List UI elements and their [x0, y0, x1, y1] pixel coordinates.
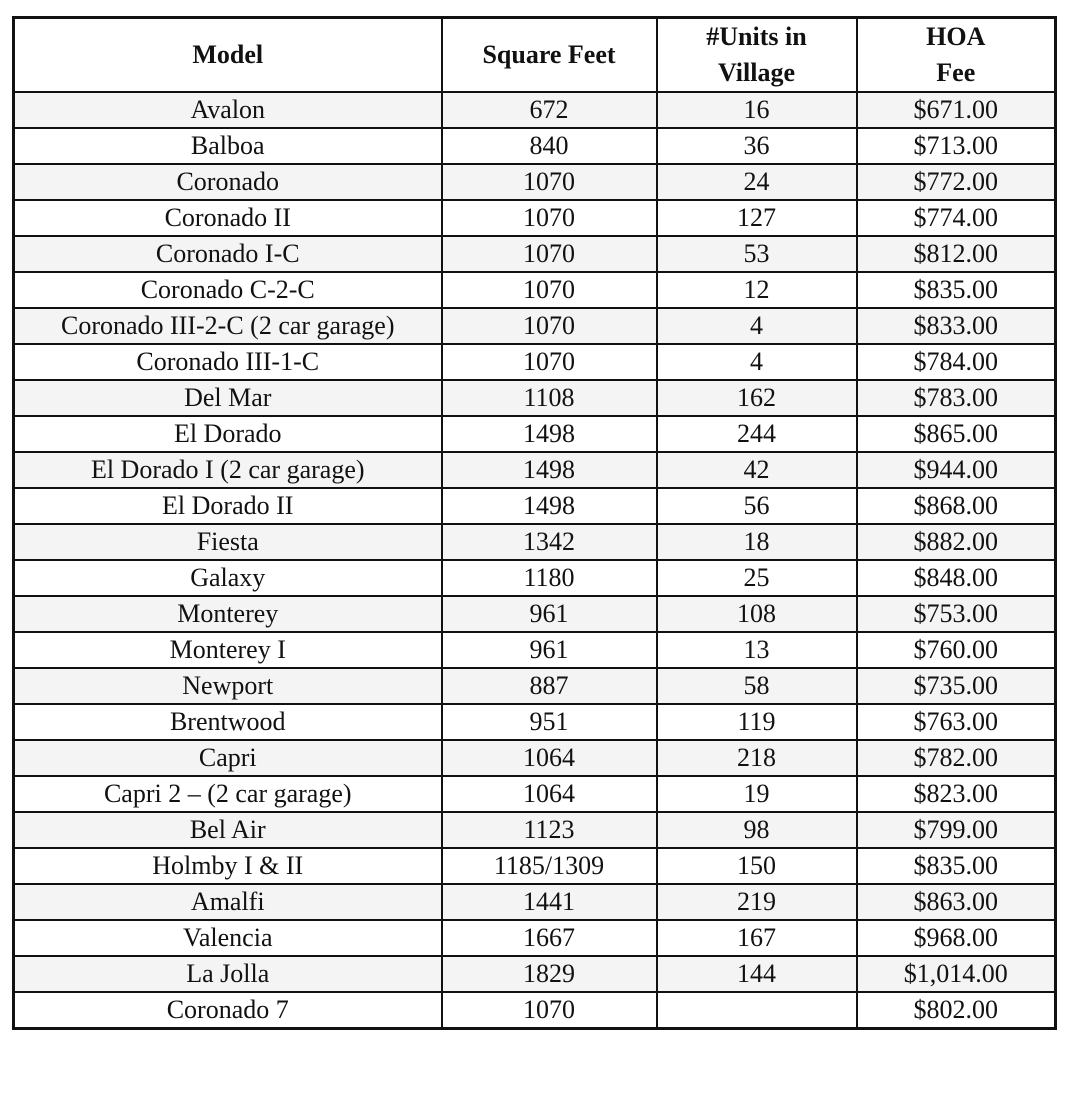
cell-units-in-village: 119 — [657, 704, 857, 740]
table-row — [14, 776, 1056, 812]
cell-hoa-fee: $944.00 — [857, 452, 1056, 488]
cell-square-feet: 1441 — [442, 884, 657, 920]
cell-units-in-village: 98 — [657, 812, 857, 848]
cell-square-feet: 672 — [442, 92, 657, 128]
cell-square-feet: 840 — [442, 128, 657, 164]
cell-hoa-fee: $812.00 — [857, 236, 1056, 272]
table-row — [14, 632, 1056, 668]
cell-hoa-fee: $868.00 — [857, 488, 1056, 524]
table-row — [14, 884, 1056, 920]
cell-model: Coronado C-2-C — [14, 272, 442, 308]
table-row — [14, 452, 1056, 488]
table-row — [14, 668, 1056, 704]
cell-hoa-fee: $823.00 — [857, 776, 1056, 812]
cell-square-feet: 961 — [442, 596, 657, 632]
cell-units-in-village: 12 — [657, 272, 857, 308]
cell-square-feet: 1498 — [442, 488, 657, 524]
table-row — [14, 992, 1056, 1029]
cell-units-in-village: 4 — [657, 308, 857, 344]
table-row — [14, 488, 1056, 524]
table-row — [14, 560, 1056, 596]
cell-units-in-village: 218 — [657, 740, 857, 776]
table-row — [14, 524, 1056, 560]
cell-model: Monterey I — [14, 632, 442, 668]
header-units-in-village — [657, 18, 857, 93]
cell-hoa-fee: $753.00 — [857, 596, 1056, 632]
hoa-fee-table-container — [12, 16, 1054, 1030]
table-row — [14, 416, 1056, 452]
cell-model: Capri 2 – (2 car garage) — [14, 776, 442, 812]
cell-square-feet: 1123 — [442, 812, 657, 848]
cell-square-feet: 1829 — [442, 956, 657, 992]
cell-hoa-fee: $782.00 — [857, 740, 1056, 776]
cell-units-in-village: 144 — [657, 956, 857, 992]
cell-hoa-fee: $772.00 — [857, 164, 1056, 200]
table-body — [14, 92, 1056, 1029]
cell-square-feet: 961 — [442, 632, 657, 668]
table-row — [14, 812, 1056, 848]
cell-model: Coronado I-C — [14, 236, 442, 272]
table-header — [14, 18, 1056, 93]
cell-units-in-village: 18 — [657, 524, 857, 560]
cell-square-feet: 1070 — [442, 272, 657, 308]
table-row — [14, 308, 1056, 344]
cell-model: El Dorado — [14, 416, 442, 452]
cell-model: Coronado 7 — [14, 992, 442, 1029]
cell-model: Brentwood — [14, 704, 442, 740]
cell-hoa-fee: $882.00 — [857, 524, 1056, 560]
header-hoa-line-1: HOA — [926, 22, 986, 51]
cell-hoa-fee: $671.00 — [857, 92, 1056, 128]
header-row — [14, 18, 1056, 93]
cell-model: Avalon — [14, 92, 442, 128]
cell-square-feet: 1070 — [442, 344, 657, 380]
cell-square-feet: 1064 — [442, 776, 657, 812]
cell-units-in-village: 127 — [657, 200, 857, 236]
cell-hoa-fee: $835.00 — [857, 272, 1056, 308]
cell-model: Capri — [14, 740, 442, 776]
header-hoa-line-2: Fee — [936, 58, 976, 87]
cell-square-feet: 1498 — [442, 452, 657, 488]
cell-model: Bel Air — [14, 812, 442, 848]
cell-units-in-village: 36 — [657, 128, 857, 164]
cell-hoa-fee: $1,014.00 — [857, 956, 1056, 992]
table-row — [14, 200, 1056, 236]
cell-square-feet: 1070 — [442, 992, 657, 1029]
header-units-line-1: #Units in — [706, 22, 807, 51]
header-square-feet-label: Square Feet — [482, 40, 616, 69]
cell-hoa-fee: $848.00 — [857, 560, 1056, 596]
table-row — [14, 272, 1056, 308]
table-row — [14, 236, 1056, 272]
hoa-fee-table — [12, 16, 1057, 1030]
cell-model: Del Mar — [14, 380, 442, 416]
header-model-label: Model — [192, 40, 264, 69]
cell-model: Galaxy — [14, 560, 442, 596]
cell-units-in-village: 16 — [657, 92, 857, 128]
cell-square-feet: 1498 — [442, 416, 657, 452]
cell-units-in-village: 219 — [657, 884, 857, 920]
table-row — [14, 380, 1056, 416]
cell-hoa-fee: $774.00 — [857, 200, 1056, 236]
cell-units-in-village: 108 — [657, 596, 857, 632]
cell-model: La Jolla — [14, 956, 442, 992]
cell-square-feet: 1667 — [442, 920, 657, 956]
cell-square-feet: 1180 — [442, 560, 657, 596]
cell-hoa-fee: $802.00 — [857, 992, 1056, 1029]
table-row — [14, 164, 1056, 200]
cell-square-feet: 887 — [442, 668, 657, 704]
cell-model: Coronado III-1-C — [14, 344, 442, 380]
cell-hoa-fee: $760.00 — [857, 632, 1056, 668]
cell-units-in-village: 24 — [657, 164, 857, 200]
table-row — [14, 704, 1056, 740]
table-row — [14, 848, 1056, 884]
cell-model: Coronado III-2-C (2 car garage) — [14, 308, 442, 344]
cell-model: Coronado II — [14, 200, 442, 236]
table-row — [14, 740, 1056, 776]
cell-hoa-fee: $713.00 — [857, 128, 1056, 164]
cell-hoa-fee: $835.00 — [857, 848, 1056, 884]
table-row — [14, 344, 1056, 380]
table-row — [14, 128, 1056, 164]
cell-square-feet: 1070 — [442, 164, 657, 200]
cell-hoa-fee: $833.00 — [857, 308, 1056, 344]
cell-model: Monterey — [14, 596, 442, 632]
cell-units-in-village: 167 — [657, 920, 857, 956]
cell-units-in-village: 4 — [657, 344, 857, 380]
cell-model: Amalfi — [14, 884, 442, 920]
cell-hoa-fee: $783.00 — [857, 380, 1056, 416]
cell-units-in-village: 56 — [657, 488, 857, 524]
cell-model: Balboa — [14, 128, 442, 164]
cell-square-feet: 1064 — [442, 740, 657, 776]
cell-square-feet: 1070 — [442, 308, 657, 344]
cell-units-in-village: 162 — [657, 380, 857, 416]
cell-hoa-fee: $784.00 — [857, 344, 1056, 380]
cell-model: Holmby I & II — [14, 848, 442, 884]
cell-units-in-village: 13 — [657, 632, 857, 668]
cell-square-feet: 1342 — [442, 524, 657, 560]
cell-square-feet: 1185/1309 — [442, 848, 657, 884]
cell-hoa-fee: $865.00 — [857, 416, 1056, 452]
cell-model: Coronado — [14, 164, 442, 200]
header-hoa-fee — [857, 18, 1056, 93]
header-model — [14, 18, 442, 93]
cell-hoa-fee: $799.00 — [857, 812, 1056, 848]
cell-units-in-village: 19 — [657, 776, 857, 812]
table-row — [14, 956, 1056, 992]
cell-hoa-fee: $863.00 — [857, 884, 1056, 920]
table-row — [14, 596, 1056, 632]
header-square-feet — [442, 18, 657, 93]
cell-square-feet: 1070 — [442, 236, 657, 272]
cell-units-in-village: 150 — [657, 848, 857, 884]
cell-square-feet: 1070 — [442, 200, 657, 236]
cell-model: Valencia — [14, 920, 442, 956]
cell-units-in-village — [657, 992, 857, 1029]
cell-square-feet: 951 — [442, 704, 657, 740]
cell-units-in-village: 53 — [657, 236, 857, 272]
cell-units-in-village: 244 — [657, 416, 857, 452]
cell-units-in-village: 58 — [657, 668, 857, 704]
cell-model: El Dorado II — [14, 488, 442, 524]
cell-hoa-fee: $735.00 — [857, 668, 1056, 704]
table-row — [14, 92, 1056, 128]
cell-model: Newport — [14, 668, 442, 704]
cell-units-in-village: 25 — [657, 560, 857, 596]
cell-square-feet: 1108 — [442, 380, 657, 416]
header-units-line-2: Village — [717, 58, 796, 87]
cell-hoa-fee: $968.00 — [857, 920, 1056, 956]
cell-hoa-fee: $763.00 — [857, 704, 1056, 740]
cell-model: Fiesta — [14, 524, 442, 560]
table-row — [14, 920, 1056, 956]
cell-units-in-village: 42 — [657, 452, 857, 488]
cell-model: El Dorado I (2 car garage) — [14, 452, 442, 488]
